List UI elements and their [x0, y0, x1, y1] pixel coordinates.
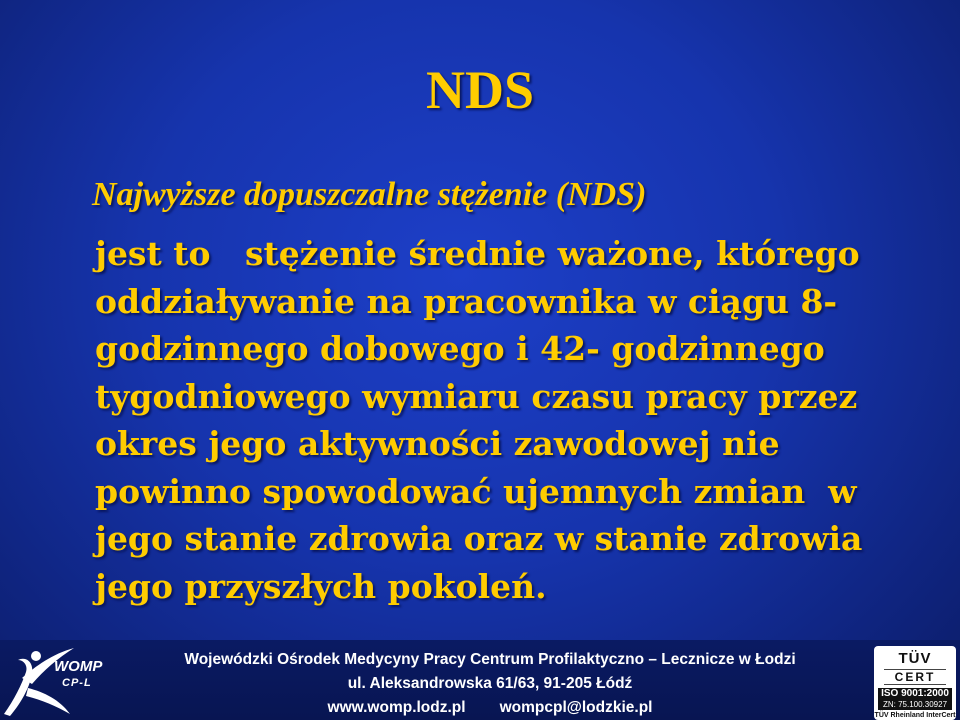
footer-email-link[interactable]: wompcpl@lodzkie.pl: [499, 699, 653, 716]
footer-info: [130, 648, 850, 720]
body-line: powinno spowodować ujemnych zmian w: [95, 471, 857, 511]
body-line: godzinnego dobowego i 42- godzinnego: [95, 329, 825, 368]
logo-wordmark: [54, 659, 102, 691]
footer-website-link[interactable]: www.womp.lodz.pl: [327, 699, 466, 716]
slide-body: [95, 230, 915, 610]
footer-contact: [130, 696, 850, 720]
cert-iso: ISO 9001:2000: [878, 688, 952, 700]
cert-issuer: TÜV Rheinland InterCert: [874, 712, 956, 719]
body-line: oddziaływanie na pracownika w ciągu 8-: [95, 281, 838, 321]
tuv-certificate-badge: [874, 646, 956, 720]
footer-address: ul. Aleksandrowska 61/63, 91-205 Łódź: [347, 675, 633, 692]
cert-word: CERT: [884, 669, 946, 685]
body-line: jego przyszłych pokoleń.: [95, 566, 547, 606]
logo-name: WOMP: [54, 658, 103, 675]
body-line: okres jego aktywności zawodowej nie: [95, 424, 780, 463]
body-line: tygodniowego wymiaru czasu pracy przez: [95, 376, 858, 416]
cert-number: ZN: 75.100.30927: [878, 700, 952, 710]
slide-title: NDS: [425, 60, 535, 120]
logo-sub: CP-L: [62, 677, 92, 689]
slide-subtitle: Najwyższe dopuszczalne stężenie (NDS): [92, 176, 647, 213]
footer-institution: Wojewódzki Ośrodek Medycyny Pracy Centrum Profilaktyczno – Lecznicze w Łodzi: [184, 651, 796, 668]
body-line: jest to stężenie średnie ważone, którego: [95, 234, 860, 273]
cert-tuv: TÜV: [898, 650, 932, 667]
body-line: jego stanie zdrowia oraz w stanie zdrowia: [95, 519, 863, 558]
